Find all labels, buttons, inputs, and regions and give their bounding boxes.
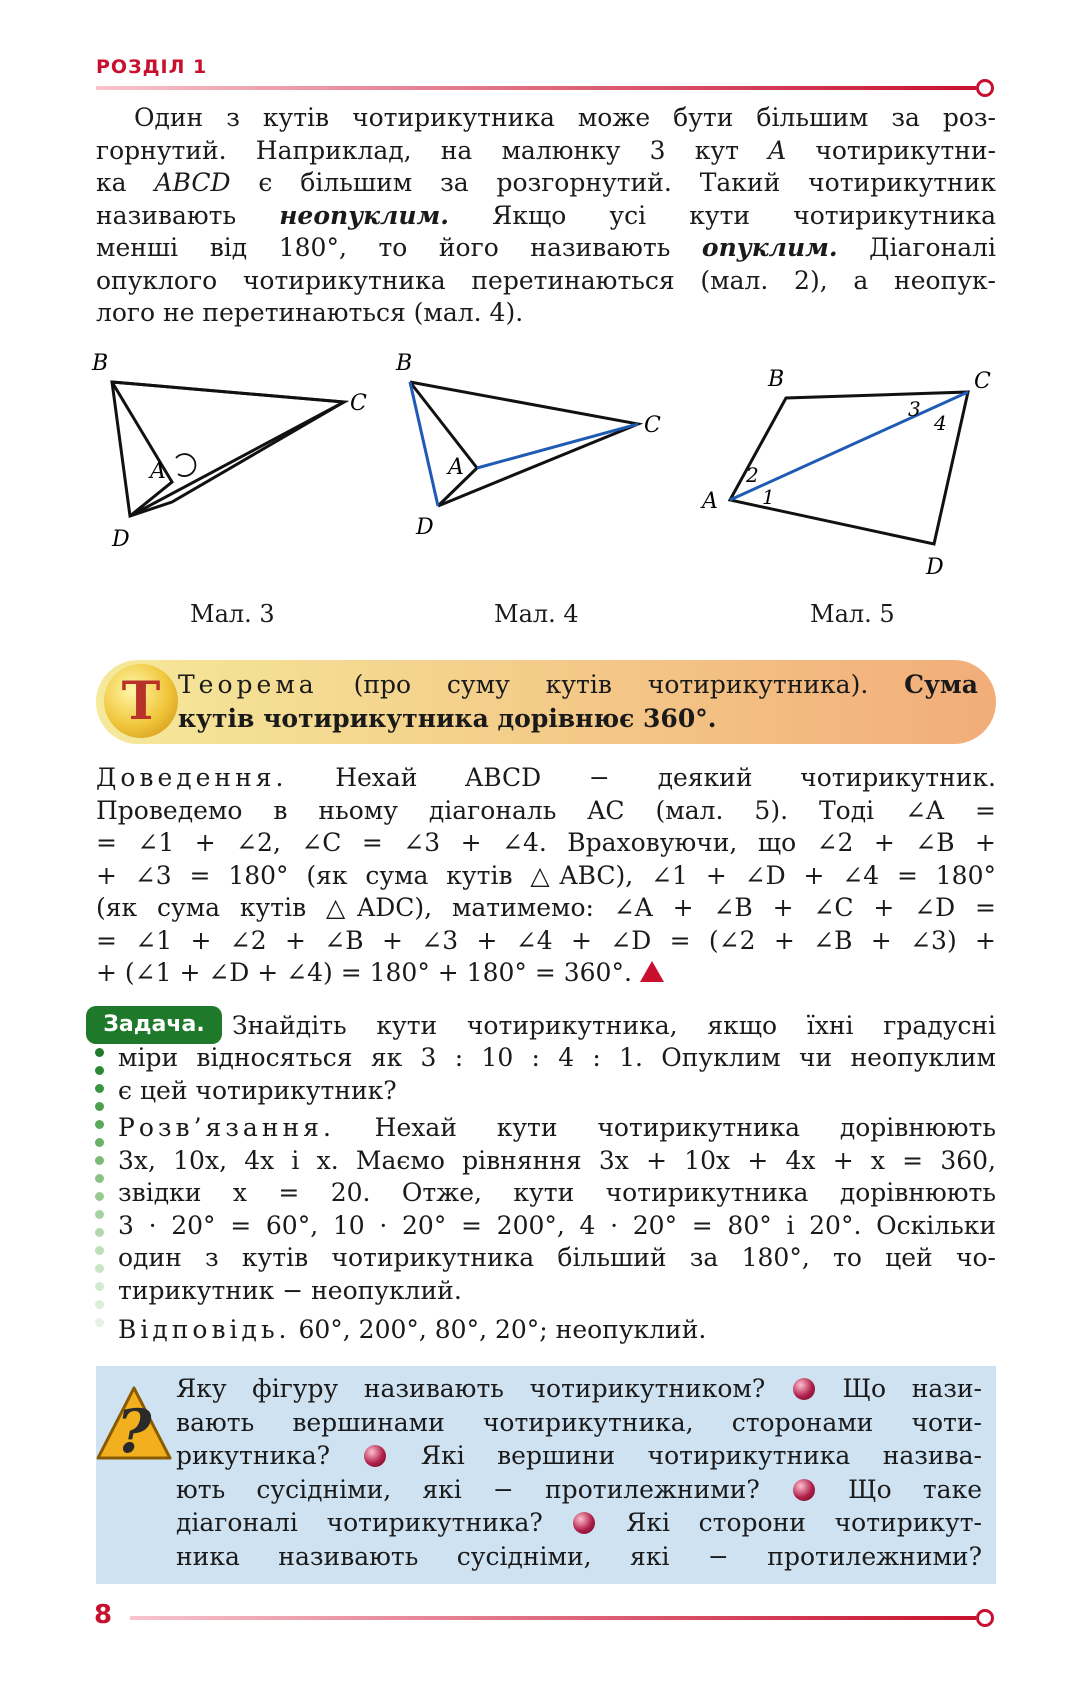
term-convex: опуклим. bbox=[701, 233, 838, 262]
bullet-ball-icon bbox=[573, 1512, 595, 1534]
task-badge: Задача. bbox=[86, 1006, 222, 1044]
proof-line-7: + (∠1 + ∠D + ∠4) = 180° + 180° = 360°. bbox=[96, 957, 996, 990]
fig4-label-A: A bbox=[448, 455, 464, 480]
task-dots bbox=[95, 1048, 105, 1344]
question-line-3: рикутника? Які вершини чотирикутника назива- bbox=[176, 1441, 982, 1470]
fig4-label-C: C bbox=[644, 413, 661, 438]
intro-line-7: лого не перетинаються (мал. 4). bbox=[96, 298, 524, 327]
bottom-rule bbox=[130, 1616, 976, 1620]
intro-line-2: горнутий. Наприклад, на малюнку 3 кут A чотирикутни- bbox=[96, 135, 996, 165]
fig3-outline bbox=[112, 382, 344, 516]
fig3-label-C: C bbox=[350, 391, 367, 416]
fig3-caption: Мал. 3 bbox=[190, 600, 275, 628]
fig5-label-A: A bbox=[702, 489, 718, 514]
fig4-outline bbox=[410, 382, 638, 506]
fig5-label-C: C bbox=[974, 369, 991, 394]
proof-line-5: (як сума кутів △ADC), матимемо: ∠A + ∠B + ∠C + ∠D = bbox=[96, 893, 996, 922]
fig3-quadrilateral bbox=[112, 382, 344, 516]
figure-5 bbox=[690, 340, 1000, 580]
theorem-badge-letter: T bbox=[121, 671, 161, 732]
fig4-label-D: D bbox=[416, 515, 434, 540]
theorem-line-2: кутів чотирикутника дорівнює 360°. bbox=[178, 704, 717, 733]
fig3-angle-arc bbox=[176, 454, 195, 476]
intro-line-3: ка ABCD є більшим за розгорнутий. Такий чотирикутник bbox=[96, 168, 997, 197]
bullet-ball-icon bbox=[793, 1378, 815, 1400]
proof-line-2: Проведемо в ньому діагональ AC (мал. 5). Тоді ∠A = bbox=[96, 795, 996, 825]
svg-text:?: ? bbox=[116, 1397, 152, 1467]
answer-paragraph bbox=[118, 1314, 996, 1347]
fig5-angle-2: 2 bbox=[746, 463, 759, 487]
fig5-label-B: B bbox=[768, 367, 785, 392]
solution-paragraph bbox=[118, 1112, 996, 1307]
fig3-label-A: A bbox=[150, 459, 166, 484]
solution-line-4: 3 · 20° = 60°, 10 · 20° = 200°, 4 · 20° = 80° і 20°. Оскільки bbox=[118, 1210, 996, 1240]
intro-line-4: називають неопуклим. Якщо усі кути чотирикутника bbox=[96, 200, 996, 230]
fig5-quadrilateral bbox=[730, 392, 968, 544]
bullet-ball-icon bbox=[364, 1445, 386, 1467]
proof-paragraph bbox=[96, 762, 996, 990]
task-line-1: Знайдіть кути чотирикутника, якщо їхні градусні bbox=[232, 1011, 996, 1040]
fig5-label-D: D bbox=[926, 555, 944, 580]
page-number: 8 bbox=[94, 1600, 113, 1630]
question-mark-icon bbox=[96, 1378, 172, 1467]
end-of-proof-triangle-icon bbox=[640, 961, 664, 982]
fig3-label-B: B bbox=[92, 351, 109, 376]
term-nonconvex: неопуклим. bbox=[279, 200, 450, 230]
task-line-3: є цей чотирикутник? bbox=[118, 1075, 397, 1105]
question-line-2: вають вершинами чотирикутника, сторонами чоти- bbox=[176, 1407, 982, 1437]
top-rule-ring bbox=[976, 79, 994, 97]
figure-4 bbox=[380, 340, 680, 570]
task-paragraph bbox=[232, 1010, 996, 1043]
top-rule bbox=[96, 86, 976, 90]
task-paragraph-cont bbox=[118, 1042, 996, 1107]
solution-line-5: один з кутів чотирикутника більший за 180°, то цей чо- bbox=[118, 1243, 996, 1272]
fig4-label-B: B bbox=[396, 351, 413, 376]
question-line-5: діагоналі чотирикутника? Які сторони чотирикут- bbox=[176, 1508, 982, 1537]
fig3-label-D: D bbox=[112, 527, 130, 552]
solution-line-1: Розв’язання. Нехай кути чотирикутника дорівнюють bbox=[118, 1113, 996, 1142]
fig4-caption: Мал. 4 bbox=[494, 600, 579, 628]
fig5-angle-4: 4 bbox=[934, 411, 947, 435]
questions-text bbox=[176, 1372, 982, 1573]
intro-line-5: менші від 180°, то його називають опуклим. Діагоналі bbox=[96, 233, 996, 262]
fig5-diagonal-AC bbox=[730, 392, 968, 500]
proof-line-4: + ∠3 = 180° (як сума кутів △ABC), ∠1 + ∠D + ∠4 = 180° bbox=[96, 860, 996, 890]
figure-3 bbox=[80, 340, 367, 570]
fig5-angle-1: 1 bbox=[762, 485, 775, 509]
solution-line-2: 3x, 10x, 4x і x. Маємо рівняння 3x + 10x + 4x + x = 360, bbox=[118, 1145, 996, 1175]
proof-line-3: = ∠1 + ∠2, ∠C = ∠3 + ∠4. Враховуючи, що ∠2 + ∠B + bbox=[96, 828, 996, 857]
intro-line-6: опуклого чотирикутника перетинаються (мал. 2), а неопук- bbox=[96, 265, 996, 295]
fig5-angle-3: 3 bbox=[908, 397, 921, 421]
fig4-diagonal-AC bbox=[477, 424, 638, 468]
task-line-2: міри відносяться як 3 : 10 : 4 : 1. Опуклим чи неопуклим bbox=[118, 1043, 996, 1072]
question-line-4: ють сусідніми, які − протилежними? Що таке bbox=[176, 1474, 982, 1504]
question-line-6: ника називають сусідніми, які − протилежними? bbox=[176, 1541, 982, 1571]
question-line-1: Яку фігуру називають чотирикутником? Що нази- bbox=[176, 1374, 983, 1403]
solution-line-3: звідки x = 20. Отже, кути чотирикутника дорівнюють bbox=[118, 1178, 996, 1207]
section-label: РОЗДІЛ 1 bbox=[96, 56, 208, 78]
intro-paragraph bbox=[96, 102, 996, 330]
fig5-caption: Мал. 5 bbox=[810, 600, 895, 628]
bottom-rule-ring bbox=[976, 1609, 994, 1627]
proof-line-1: Доведення. Нехай ABCD − деякий чотирикутник. bbox=[96, 763, 996, 792]
theorem-text bbox=[178, 668, 978, 736]
theorem-line-1: Теорема (про суму кутів чотирикутника). Сума bbox=[178, 670, 978, 699]
solution-line-6: тирикутник − неопуклий. bbox=[118, 1275, 462, 1305]
proof-line-6: = ∠1 + ∠2 + ∠B + ∠3 + ∠4 + ∠D = (∠2 + ∠B + ∠3) + bbox=[96, 925, 996, 955]
intro-line-1: Один з кутів чотирикутника може бути більшим за роз- bbox=[134, 103, 996, 132]
answer-line: Відповідь. 60°, 200°, 80°, 20°; неопуклий. bbox=[118, 1315, 707, 1344]
bullet-ball-icon bbox=[793, 1479, 815, 1501]
